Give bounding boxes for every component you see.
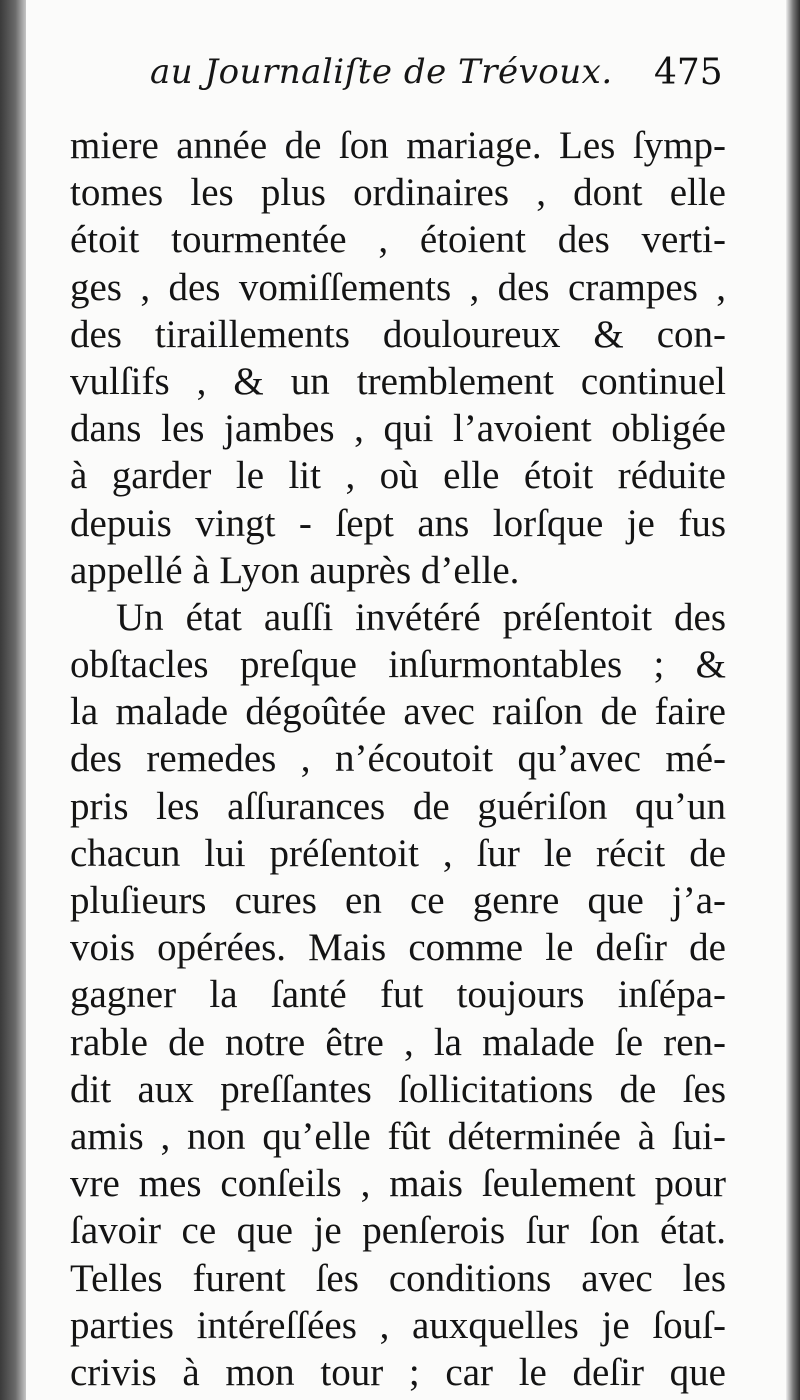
text-line: vre mes conſeils , mais ſeulement pour [70,1162,726,1206]
text-line: ſavoir ce que je penſerois ſur ſon état. [70,1209,726,1253]
text-line: ges , des vomiſſements , des crampes , [70,265,726,309]
scan-border-right [786,0,800,1400]
text-line: miere année de ſon mariage. Les ſymp- [70,124,726,167]
text-line: des tiraillements douloureux & con- [70,312,726,356]
text-line: vulſifs , & un tremblement continuel [70,359,726,403]
text-line: appellé à Lyon auprès d’elle. [70,548,520,592]
page-number: 475 [654,52,723,93]
text-line: Un état auſſi invétéré préſentoit des [116,595,726,639]
text-line: dans les jambes , qui l’avoient obligée [70,407,726,451]
text-line: pris les aſſurances de guériſon qu’un [70,784,726,828]
text-line: rable de notre être , la malade ſe ren- [70,1020,726,1064]
text-line: étoit tourmentée , étoient des verti- [70,218,726,262]
text-line: vois opérées. Mais comme le deſir de [70,926,726,970]
text-line: pluſieurs cures en ce genre que j’a- [70,879,726,922]
running-title: au Journaliſte de Trévoux. [150,52,613,92]
text-line: à garder le lit , où elle étoit réduite [70,454,726,498]
text-line: Telles furent ſes conditions avec les [70,1256,726,1300]
text-line: amis , non qu’elle fût déterminée à ſui- [70,1114,726,1158]
text-line: tomes les plus ordinaires , dont elle [70,171,726,215]
text-line: la malade dégoûtée avec raiſon de faire [70,690,726,734]
text-line: obſtacles preſque inſurmontables ; & [70,643,726,687]
text-line: parties intéreſſées , auxquelles je ſouſ- [70,1303,726,1347]
text-line: gagner la ſanté fut toujours inſépa- [70,973,726,1017]
body-text [70,122,726,1396]
text-line: chacun lui préſentoit , ſur le récit de [70,831,726,875]
text-line: crivis à mon tour ; car le deſir que [70,1350,726,1394]
text-line: dit aux preſſantes ſollicitations de ſes [70,1067,726,1111]
text-line: des remedes , n’écoutoit qu’avec mé- [70,737,726,781]
text-line: depuis vingt - ſept ans lorſque je fus [70,501,726,545]
